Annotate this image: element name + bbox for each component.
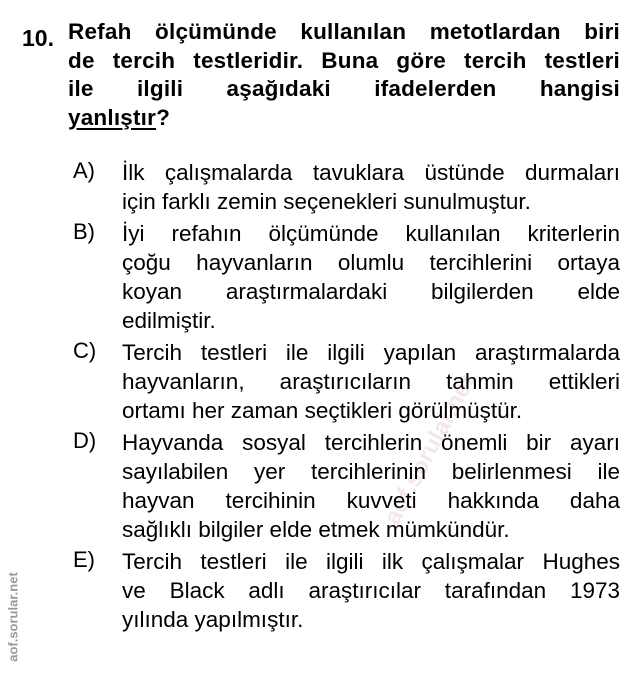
- stem-line-last: [68, 104, 620, 133]
- option-line: Tercih testleri ile ilgili ilk çalışmalar Hughes: [122, 549, 620, 574]
- option-d[interactable]: [73, 428, 623, 544]
- option-text: [122, 219, 620, 335]
- option-line: sağlıklı bilgiler elde etmek mümkündür.: [122, 517, 510, 542]
- question-stem: [68, 18, 620, 132]
- option-letter: C): [73, 338, 97, 363]
- option-text: [122, 338, 620, 425]
- side-watermark: aof.sorular.net: [5, 572, 21, 662]
- option-line: İlk çalışmalarda tavuklara üstünde durmaları: [122, 160, 620, 185]
- option-line: hayvanların, araştırıcıların tahmin ettikleri: [122, 369, 620, 394]
- option-line: için farklı zemin seçenekleri sunulmuştur.: [122, 189, 531, 214]
- option-letter: D): [73, 428, 97, 453]
- option-text: [122, 428, 620, 544]
- stem-line: de tercih testleridir. Buna göre tercih testleri: [68, 47, 620, 73]
- option-line: Hayvanda sosyal tercihlerin önemli bir ayarı: [122, 430, 620, 455]
- option-line: yılında yapılmıştır.: [122, 607, 304, 632]
- option-e[interactable]: [73, 547, 623, 634]
- stem-line: ile ilgili aşağıdaki ifadelerden hangisi: [68, 76, 620, 101]
- option-line: sayılabilen yer tercihlerinin belirlenmesi ile: [122, 459, 620, 484]
- question-number: 10.: [22, 25, 54, 51]
- center-watermark: aof.sorular.net: [378, 370, 481, 530]
- option-line: İyi refahın ölçümünde kullanılan kriterlerin: [122, 221, 620, 246]
- option-line: ve Black adlı araştırıcılar tarafından 1973: [122, 578, 620, 603]
- option-line: Tercih testleri ile ilgili yapılan araştırmalarda: [122, 340, 620, 365]
- answer-options: [73, 158, 623, 637]
- stem-question-mark: ?: [156, 104, 171, 130]
- option-b[interactable]: [73, 219, 623, 335]
- option-line: hayvan tercihinin kuvveti hakkında daha: [122, 488, 620, 513]
- stem-line: Refah ölçümünde kullanılan metotlardan biri: [68, 19, 620, 44]
- option-text: [122, 158, 620, 216]
- option-a[interactable]: [73, 158, 623, 216]
- option-letter: A): [73, 158, 95, 183]
- option-c[interactable]: [73, 338, 623, 425]
- stem-emphasis: yanlıştır: [68, 104, 157, 130]
- option-line: edilmiştir.: [122, 308, 216, 333]
- option-letter: E): [73, 547, 95, 572]
- option-line: ortamı her zaman seçtikleri görülmüştür.: [122, 398, 523, 423]
- option-text: [122, 547, 620, 634]
- option-line: çoğu hayvanların olumlu tercihlerini ortaya: [122, 250, 620, 275]
- option-letter: B): [73, 219, 95, 244]
- option-line: koyan araştırmalardaki bilgilerden elde: [122, 279, 620, 304]
